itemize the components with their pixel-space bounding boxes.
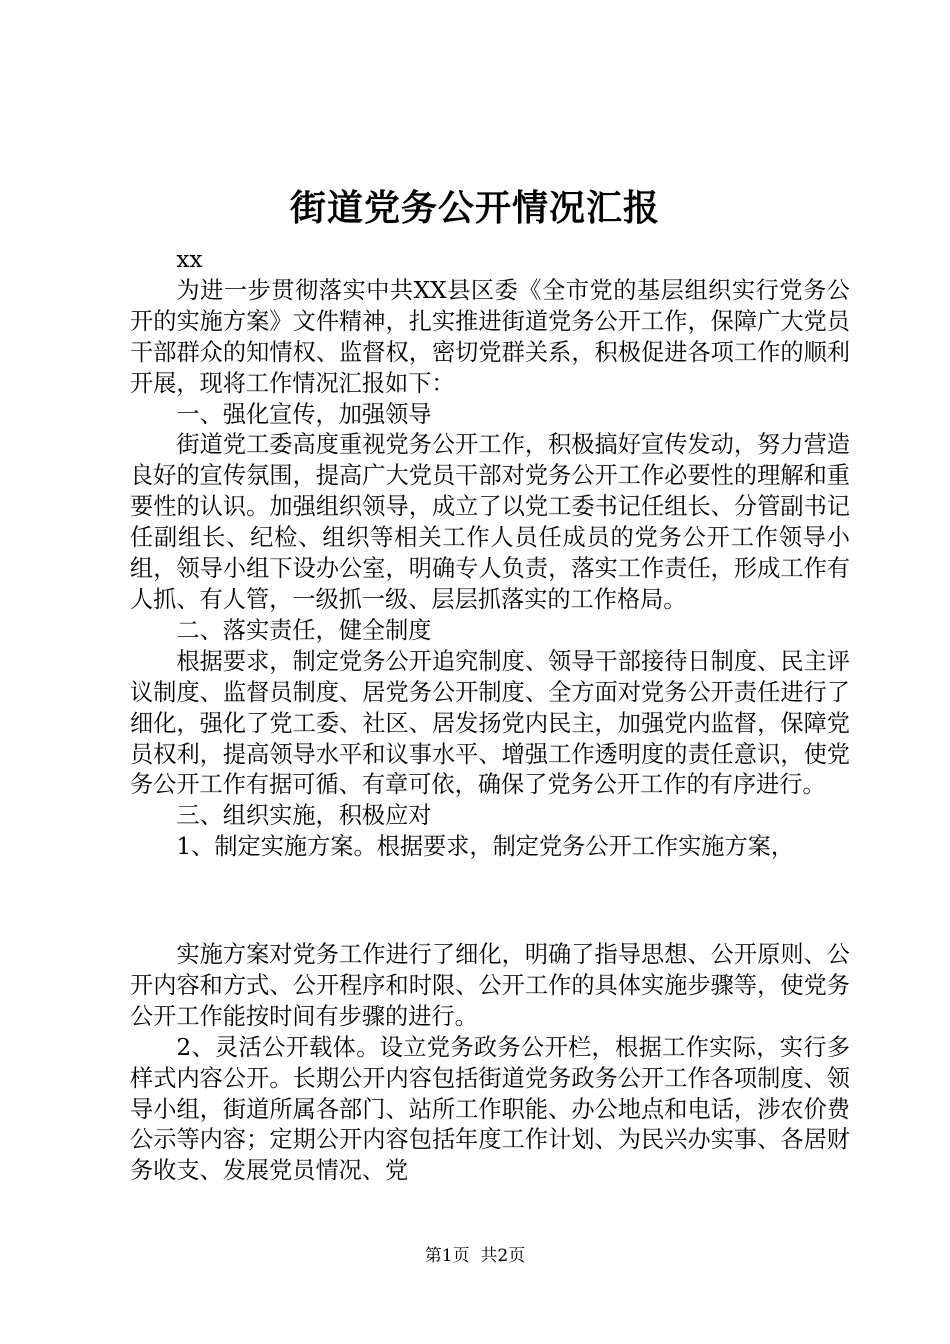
author-line: xx [176, 246, 203, 273]
paragraph-item-1-continued: 实施方案对党务工作进行了细化，明确了指导思想、公开原则、公开内容和方式、公开程序和时限、公开工作的具体实施步骤等，使党务公开工作能按时间有步骤的进行。 [130, 941, 850, 1030]
paragraph-intro: 为进一步贯彻落实中共XX县区委《全市党的基层组织实行党务公开的实施方案》文件精神，扎实推进街道党务公开工作，保障广大党员干部群众的知情权、监督权，密切党群关系，积极促进各项工作的顺利开展，现将工作情况汇报如下： [130, 276, 850, 397]
section-heading-2: 二、落实责任，健全制度 [176, 616, 432, 644]
section-heading-3: 三、组织实施，积极应对 [176, 802, 432, 830]
paragraph-section-1: 街道党工委高度重视党务公开工作，积极搞好宣传发动，努力营造良好的宣传氛围，提高广大党员干部对党务公开工作必要性的理解和重要性的认识。加强组织领导，成立了以党工委书记任组长、分管副书记任副组长、纪检、组织等相关工作人员任成员的党务公开工作领导小组，领导小组下设办公室，明确专人负责，落实工作责任，形成工作有人抓、有人管，一级抓一级、层层抓落实的工作格局。 [130, 431, 850, 613]
page-footer: 第1页 共2页 [424, 1246, 526, 1266]
body-text-part2 [130, 940, 850, 1187]
paragraph-section-2: 根据要求，制定党务公开追究制度、领导干部接待日制度、民主评议制度、监督员制度、居党务公开制度、全方面对党务公开责任进行了细化，强化了党工委、社区、居发扬党内民主，加强党内监督，保障党员权利，提高领导水平和议事水平、增强工作透明度的责任意识，使党务公开工作有据可循、有章可依，确保了党务公开工作的有序进行。 [130, 647, 850, 799]
section-heading-1: 一、强化宣传，加强领导 [176, 400, 432, 428]
body-text-part1 [130, 245, 850, 863]
paragraph-item-2: 2、灵活公开载体。设立党务政务公开栏，根据工作实际，实行多样式内容公开。长期公开内容包括街道党务政务公开工作各项制度、领导小组，街道所属各部门、站所工作职能、办公地点和电话，涉农价费公示等内容；定期公开内容包括年度工作计划、为民兴办实事、各居财务收支、发展党员情况、党 [130, 1033, 850, 1185]
document-title: 街道党务公开情况汇报 [289, 187, 660, 229]
paragraph-item-1-start: 1、制定实施方案。根据要求，制定党务公开工作实施方案， [176, 833, 795, 861]
